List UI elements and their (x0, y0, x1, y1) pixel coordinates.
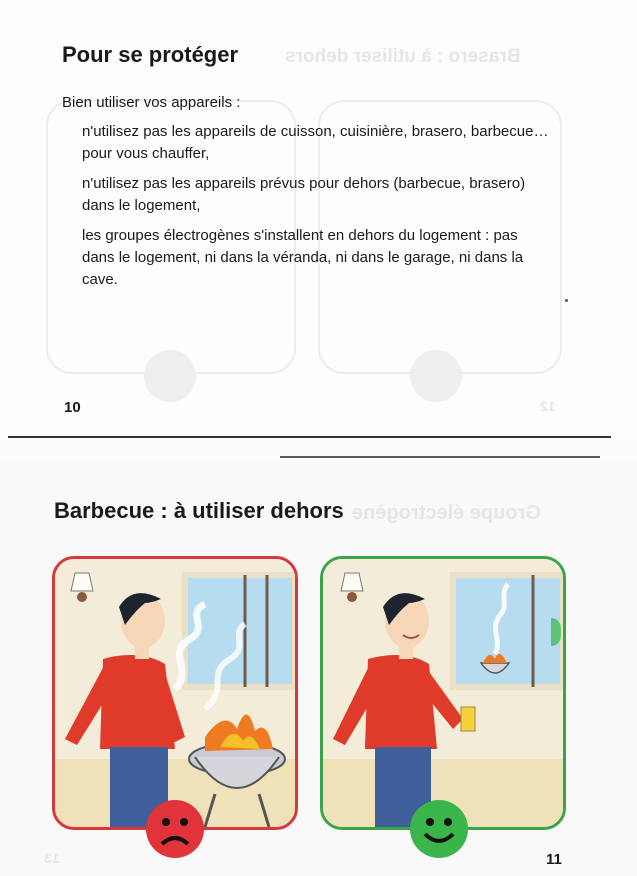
show-through-circle-right (410, 350, 462, 402)
list-item: n'utilisez pas les appareils prévus pour dehors (barbecue, brasero) dans le logement, (82, 175, 526, 214)
show-through-circle-left (144, 350, 196, 402)
sad-face-icon (146, 800, 204, 858)
page-edge (280, 456, 600, 458)
show-through-title: Brasero : à utiliser dehors (285, 46, 521, 67)
illustration-barbecue-outdoors (320, 556, 566, 830)
page-title: Barbecue : à utiliser dehors (54, 498, 344, 523)
page-divider (8, 436, 611, 438)
page-number: 10 (64, 399, 81, 416)
advice-list (82, 121, 552, 299)
indoor-scene (55, 559, 295, 827)
show-through-page-number: 13 (44, 850, 60, 866)
page-title: Pour se protéger (62, 42, 239, 67)
scan-speck (565, 299, 568, 302)
list-item: n'utilisez pas les appareils de cuisson, cuisinière, brasero, barbecue… pour vous chauffer, (82, 123, 549, 162)
illustration-barbecue-indoors (52, 556, 298, 830)
intro-text: Bien utiliser vos appareils : (62, 94, 241, 111)
show-through-title: Groupe électrogène (352, 502, 541, 524)
outdoor-scene (323, 559, 563, 827)
page-number: 11 (546, 851, 562, 868)
list-item: les groupes électrogènes s'installent en dehors du logement : pas dans le logement, ni dans la véranda, ni dans le garage, ni dans la cave. (82, 227, 524, 288)
happy-face-icon (410, 800, 468, 858)
show-through-page-number: 12 (540, 398, 556, 414)
